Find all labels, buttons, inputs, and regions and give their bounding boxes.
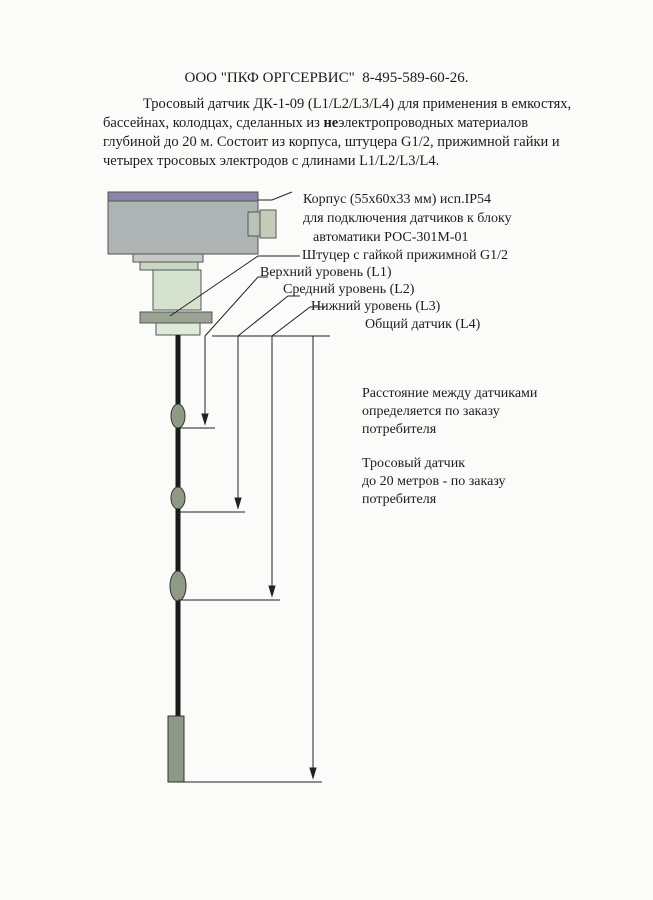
- distance-note: Расстояние между датчиками определяется по заказу потребителя: [362, 386, 538, 437]
- lower-level-label: Нижний уровень (L3): [311, 299, 441, 314]
- description-line-1: Тросовый датчик ДК-1-09 (L1/L2/L3/L4) для применения в емкостях,: [143, 96, 572, 112]
- housing-leader: [258, 192, 292, 200]
- description-line-2: бассейнах, колодцах, сделанных из неэлектропроводных материалов: [103, 115, 529, 131]
- sensor-bead-l2: [171, 487, 185, 509]
- fitting-assembly: [133, 254, 212, 335]
- description-line-4: четырех тросовых электродов с длинами L1/L2/L3/L4.: [103, 153, 440, 169]
- sensor-bead-l3: [170, 571, 186, 601]
- common-sensor-label: Общий датчик (L4): [365, 317, 481, 332]
- fitting-label: Штуцер с гайкой прижимной G1/2: [302, 248, 509, 263]
- dimension-lines: [178, 336, 322, 782]
- housing-box: [108, 192, 276, 254]
- description-line-3: глубиной до 20 м. Состоит из корпуса, штуцера G1/2, прижимной гайки и: [103, 134, 560, 150]
- common-electrode: [168, 716, 184, 782]
- phone-number: 8-495-589-60-26.: [362, 70, 469, 86]
- housing-label: Корпус (55х60х33 мм) исп.IP54 для подключения датчиков к блоку автоматики РОС-301М-01: [303, 192, 512, 245]
- middle-level-label: Средний уровень (L2): [283, 282, 415, 297]
- l2-leader: [238, 296, 300, 336]
- sensor-bead-l1: [171, 404, 185, 428]
- upper-level-label: Верхний уровень (L1): [260, 265, 392, 280]
- cable-note: Тросовый датчик до 20 метров - по заказу потребителя: [362, 456, 506, 507]
- company-name: ООО "ПКФ ОРГСЕРВИС": [184, 70, 355, 86]
- emphasis-ne: не: [323, 115, 339, 131]
